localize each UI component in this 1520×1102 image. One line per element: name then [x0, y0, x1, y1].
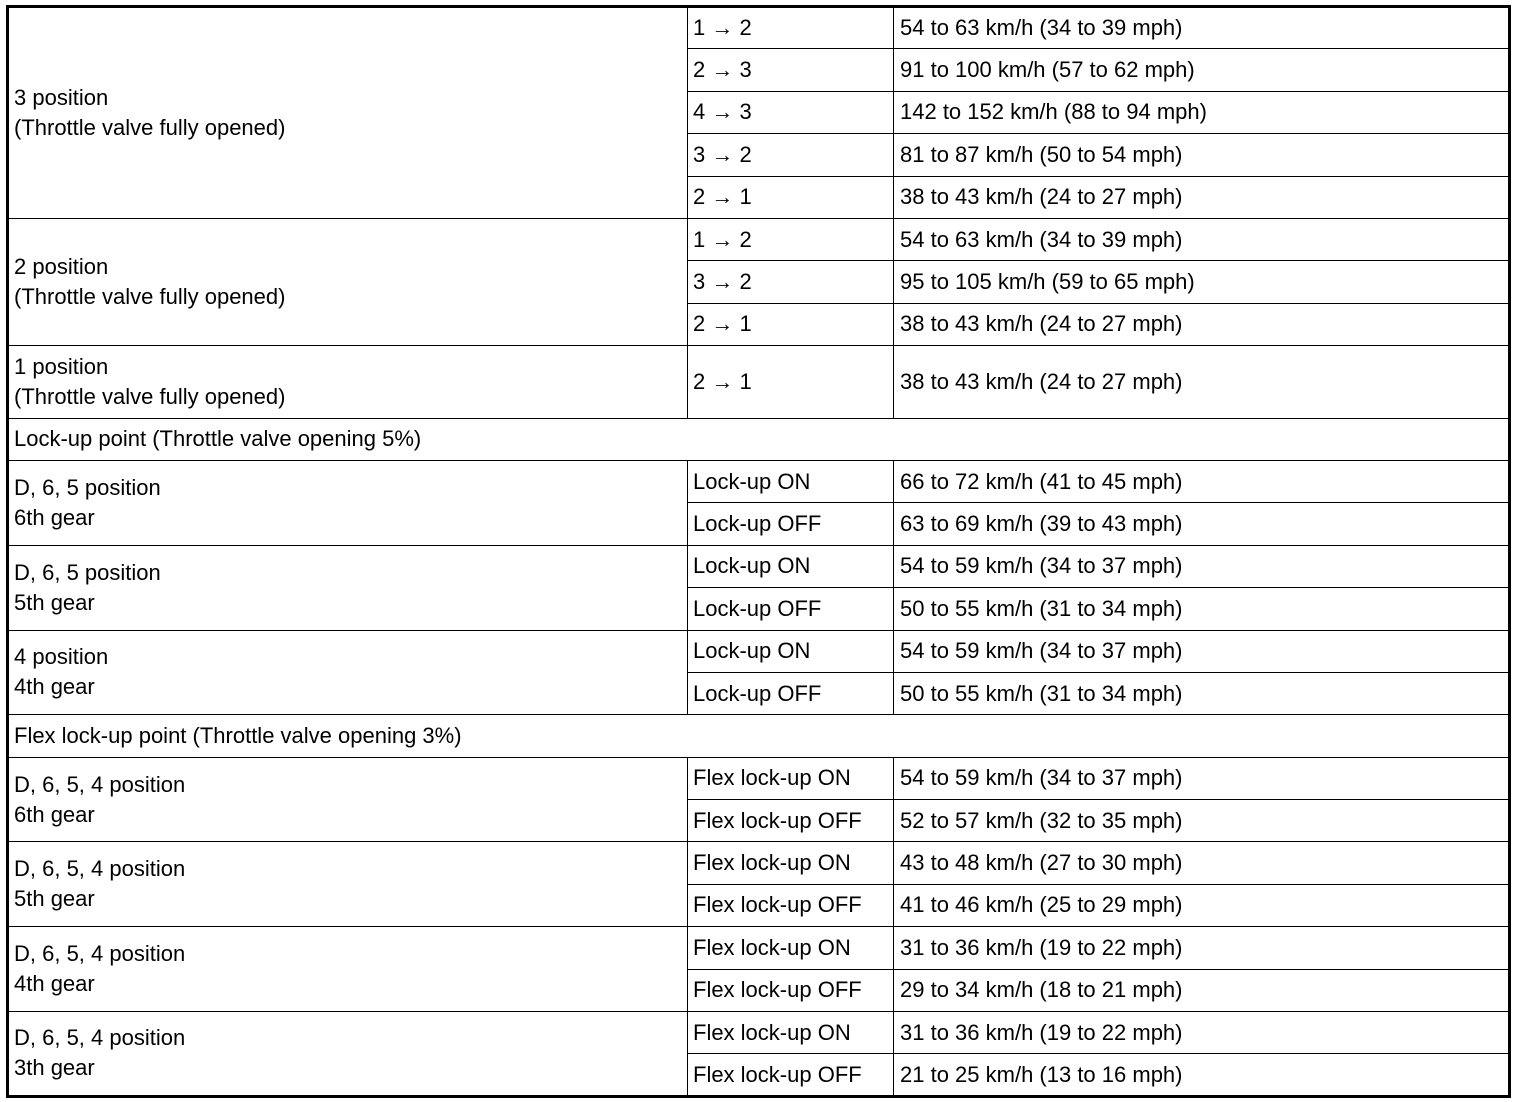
lockup-state-cell: Lock-up OFF	[688, 503, 894, 545]
speed-cell: 54 to 59 km/h (34 to 37 mph)	[894, 545, 1510, 587]
speed-cell: 91 to 100 km/h (57 to 62 mph)	[894, 49, 1510, 91]
speed-cell: 63 to 69 km/h (39 to 43 mph)	[894, 503, 1510, 545]
gear-label: 5th gear	[14, 886, 95, 912]
speed-cell: 95 to 105 km/h (59 to 65 mph)	[894, 261, 1510, 303]
shift-cell: 3 → 2	[688, 134, 894, 176]
lockup-state-cell: Lock-up ON	[688, 461, 894, 503]
gear-label: 5th gear	[14, 589, 95, 615]
lockup-state-cell: Lock-up OFF	[688, 672, 894, 714]
position-label: D, 6, 5, 4 position	[14, 856, 186, 882]
speed-cell: 50 to 55 km/h (31 to 34 mph)	[894, 588, 1510, 630]
table-row	[8, 545, 1510, 587]
section-header-row	[8, 715, 1510, 757]
gear-label: 6th gear	[14, 504, 95, 530]
speed-cell: 41 to 46 km/h (25 to 29 mph)	[894, 884, 1510, 926]
shift-cell: 2 → 1	[688, 176, 894, 218]
position-label: D, 6, 5 position	[14, 559, 161, 585]
gear-label: 6th gear	[14, 801, 95, 827]
flex-state-cell: Flex lock-up ON	[688, 842, 894, 884]
gear-label: 4th gear	[14, 971, 95, 997]
position-label: D, 6, 5, 4 position	[14, 771, 186, 797]
position-label: D, 6, 5 position	[14, 474, 161, 500]
position-cell	[8, 630, 688, 715]
position-label: D, 6, 5, 4 position	[14, 941, 186, 967]
shift-schedule-table	[6, 5, 1511, 1098]
table-row	[8, 927, 1510, 969]
condition-label: (Throttle valve fully opened)	[14, 114, 286, 140]
speed-cell: 81 to 87 km/h (50 to 54 mph)	[894, 134, 1510, 176]
shift-cell: 1 → 2	[688, 218, 894, 260]
lockup-section-header: Lock-up point (Throttle valve opening 5%)	[8, 418, 1510, 460]
table-row	[8, 757, 1510, 799]
speed-cell: 31 to 36 km/h (19 to 22 mph)	[894, 927, 1510, 969]
shift-cell: 2 → 1	[688, 303, 894, 345]
section-header-row	[8, 418, 1510, 460]
position-cell	[8, 842, 688, 927]
gear-label: 3th gear	[14, 1055, 95, 1081]
position-label: 1 position	[14, 353, 109, 379]
shift-cell: 2 → 1	[688, 346, 894, 419]
position-cell	[8, 346, 688, 419]
position-cell	[8, 1011, 688, 1096]
speed-cell: 43 to 48 km/h (27 to 30 mph)	[894, 842, 1510, 884]
speed-cell: 29 to 34 km/h (18 to 21 mph)	[894, 969, 1510, 1011]
shift-cell: 1 → 2	[688, 7, 894, 49]
shift-cell: 3 → 2	[688, 261, 894, 303]
flex-state-cell: Flex lock-up ON	[688, 1011, 894, 1053]
flex-state-cell: Flex lock-up OFF	[688, 800, 894, 842]
position-cell	[8, 757, 688, 842]
shift-cell: 2 → 3	[688, 49, 894, 91]
flex-lockup-section-header: Flex lock-up point (Throttle valve opening 3%)	[8, 715, 1510, 757]
speed-cell: 54 to 59 km/h (34 to 37 mph)	[894, 630, 1510, 672]
table-row	[8, 461, 1510, 503]
table-row	[8, 7, 1510, 49]
table-row	[8, 218, 1510, 260]
position-label: 4 position	[14, 644, 109, 670]
speed-cell: 142 to 152 km/h (88 to 94 mph)	[894, 91, 1510, 133]
position-label: 3 position	[14, 84, 109, 110]
flex-state-cell: Flex lock-up ON	[688, 757, 894, 799]
table-row	[8, 1011, 1510, 1053]
gear-label: 4th gear	[14, 674, 95, 700]
speed-cell: 38 to 43 km/h (24 to 27 mph)	[894, 303, 1510, 345]
speed-cell: 38 to 43 km/h (24 to 27 mph)	[894, 346, 1510, 419]
speed-cell: 31 to 36 km/h (19 to 22 mph)	[894, 1011, 1510, 1053]
condition-label: (Throttle valve fully opened)	[14, 283, 286, 309]
flex-state-cell: Flex lock-up OFF	[688, 969, 894, 1011]
speed-cell: 50 to 55 km/h (31 to 34 mph)	[894, 672, 1510, 714]
position-label: D, 6, 5, 4 position	[14, 1025, 186, 1051]
table-row	[8, 346, 1510, 419]
table-row	[8, 630, 1510, 672]
shift-cell: 4 → 3	[688, 91, 894, 133]
table-row	[8, 842, 1510, 884]
speed-cell: 54 to 59 km/h (34 to 37 mph)	[894, 757, 1510, 799]
position-cell	[8, 218, 688, 345]
speed-cell: 21 to 25 km/h (13 to 16 mph)	[894, 1054, 1510, 1097]
lockup-state-cell: Lock-up OFF	[688, 588, 894, 630]
speed-cell: 38 to 43 km/h (24 to 27 mph)	[894, 176, 1510, 218]
position-cell	[8, 7, 688, 219]
speed-cell: 66 to 72 km/h (41 to 45 mph)	[894, 461, 1510, 503]
speed-cell: 54 to 63 km/h (34 to 39 mph)	[894, 218, 1510, 260]
position-cell	[8, 927, 688, 1012]
lockup-state-cell: Lock-up ON	[688, 630, 894, 672]
flex-state-cell: Flex lock-up OFF	[688, 1054, 894, 1097]
speed-cell: 54 to 63 km/h (34 to 39 mph)	[894, 7, 1510, 49]
speed-cell: 52 to 57 km/h (32 to 35 mph)	[894, 800, 1510, 842]
flex-state-cell: Flex lock-up ON	[688, 927, 894, 969]
position-cell	[8, 545, 688, 630]
lockup-state-cell: Lock-up ON	[688, 545, 894, 587]
flex-state-cell: Flex lock-up OFF	[688, 884, 894, 926]
position-cell	[8, 461, 688, 546]
position-label: 2 position	[14, 253, 109, 279]
condition-label: (Throttle valve fully opened)	[14, 383, 286, 409]
